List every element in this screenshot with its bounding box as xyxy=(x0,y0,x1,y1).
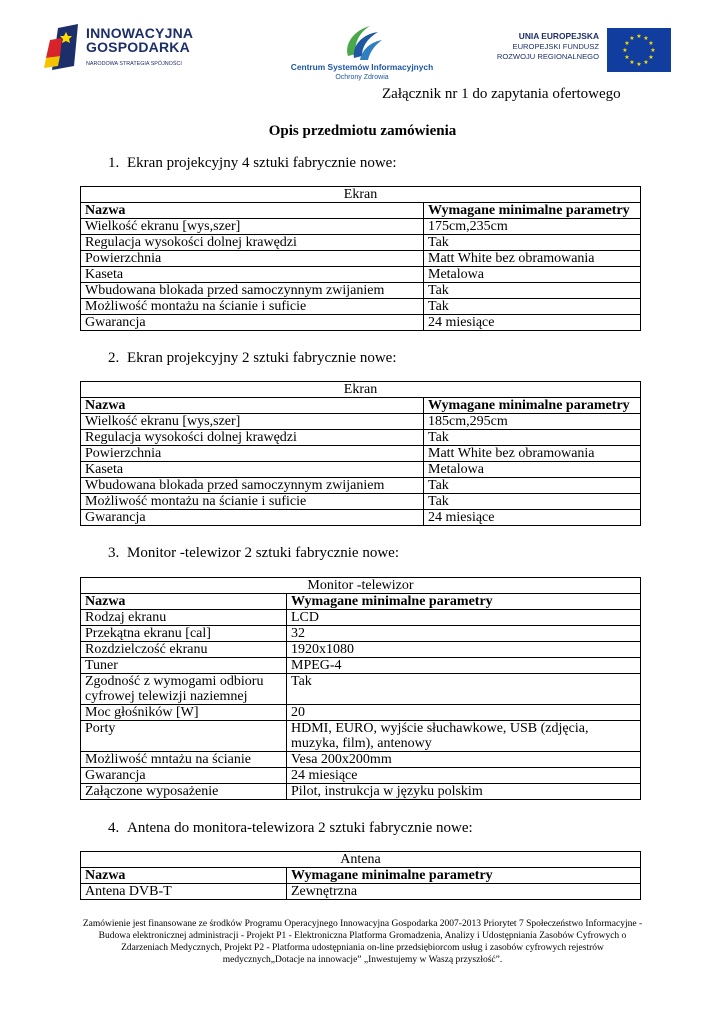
table-row xyxy=(81,752,641,768)
svg-text:★: ★ xyxy=(648,54,654,61)
ig-emblem-icon xyxy=(44,22,84,72)
cell-name: Wielkość ekranu [wys,szer] xyxy=(81,219,424,235)
funding-footer: Zamówienie jest finansowane ze środków Programu Operacyjnego Innowacyjna Gospodarka 2007-2013 Priorytet 7 Społeczeństwo Informacyjne - Budowa elektronicznej administracji - Projekt P1 - Elektroniczna Platforma Gromadzenia, Analizy i Udostępniania Zasobów Cyfrowych o Zdarzeniach Medycznych, Projekt P2 - Platforma udostępniania on-line przedsiębiorcom usług i zasobów cyfrowych rejestrów medycznych„Dotacje na innowacje” „Inwestujemy w Waszą przyszłość”. xyxy=(82,919,643,965)
cell-name: Rodzaj ekranu xyxy=(81,610,287,626)
svg-text:★: ★ xyxy=(629,59,635,66)
svg-text:★: ★ xyxy=(629,35,635,42)
cell-value: Tak xyxy=(424,283,641,299)
section-1-table xyxy=(80,186,641,331)
cell-name: Możliwość montażu na ścianie i suficie xyxy=(81,494,424,510)
cell-name: Kaseta xyxy=(81,267,424,283)
svg-text:★: ★ xyxy=(648,40,654,47)
svg-text:★: ★ xyxy=(636,61,642,68)
cell-value: 24 miesiące xyxy=(424,510,641,526)
eu-flag-icon xyxy=(607,28,671,72)
document-title: Opis przedmiotu zamówienia xyxy=(268,123,457,139)
cell-value: Vesa 200x200mm xyxy=(287,752,641,768)
column-header-params: Wymagane minimalne parametry xyxy=(424,398,641,414)
cell-name: Powierzchnia xyxy=(81,251,424,267)
cell-name: Tuner xyxy=(81,658,287,674)
cell-value: Zewnętrzna xyxy=(287,884,641,900)
cell-value: Tak xyxy=(424,430,641,446)
cell-name: Wbudowana blokada przed samoczynnym zwijaniem xyxy=(81,283,424,299)
svg-text:★: ★ xyxy=(624,40,630,47)
table-row xyxy=(81,768,641,784)
table-caption: Ekran xyxy=(81,187,641,203)
cell-value: 32 xyxy=(287,626,641,642)
section-4-table xyxy=(80,851,641,900)
cell-value: Tak xyxy=(424,494,641,510)
column-header-params: Wymagane minimalne parametry xyxy=(287,594,641,610)
cell-name: Zgodność z wymogami odbioru cyfrowej telewizji naziemnej xyxy=(81,674,287,705)
cell-value: Metalowa xyxy=(424,462,641,478)
cell-value: Pilot, instrukcja w języku polskim xyxy=(287,784,641,800)
table-caption: Ekran xyxy=(81,382,641,398)
cell-name: Antena DVB-T xyxy=(81,884,287,900)
table-row xyxy=(81,283,641,299)
cell-value: LCD xyxy=(287,610,641,626)
table-row xyxy=(81,478,641,494)
cell-value: MPEG-4 xyxy=(287,658,641,674)
table-row xyxy=(81,414,641,430)
cell-name: Kaseta xyxy=(81,462,424,478)
section-3-table xyxy=(80,577,641,800)
section-2-heading: 2. Ekran projekcyjny 2 sztuki fabrycznie nowe: xyxy=(108,350,397,366)
column-header-params: Wymagane minimalne parametry xyxy=(287,868,641,884)
column-header-name: Nazwa xyxy=(81,868,287,884)
cell-name: Regulacja wysokości dolnej krawędzi xyxy=(81,235,424,251)
cell-value: Tak xyxy=(424,235,641,251)
cell-value: Matt White bez obramowania xyxy=(424,446,641,462)
cell-name: Możliwość montażu na ścianie i suficie xyxy=(81,299,424,315)
table-row xyxy=(81,705,641,721)
table-row xyxy=(81,784,641,800)
cell-value: Tak xyxy=(287,674,641,705)
column-header-name: Nazwa xyxy=(81,398,424,414)
cell-name: Gwarancja xyxy=(81,315,424,331)
innowacyjna-gospodarka-logo xyxy=(44,22,214,74)
cell-value: 20 xyxy=(287,705,641,721)
csioz-logo xyxy=(288,22,438,84)
column-header-name: Nazwa xyxy=(81,594,287,610)
cell-name: Przekątna ekranu [cal] xyxy=(81,626,287,642)
table-row xyxy=(81,446,641,462)
section-2-table xyxy=(80,381,641,526)
table-row xyxy=(81,721,641,752)
cell-value: 185cm,295cm xyxy=(424,414,641,430)
cell-name: Porty xyxy=(81,721,287,752)
column-header-name: Nazwa xyxy=(81,203,424,219)
table-row xyxy=(81,674,641,705)
csioz-subtitle: Ochrony Zdrowia xyxy=(335,74,389,81)
cell-name: Załączone wyposażenie xyxy=(81,784,287,800)
annex-label: Załącznik nr 1 do zapytania ofertowego xyxy=(382,86,621,102)
cell-name: Wbudowana blokada przed samoczynnym zwijaniem xyxy=(81,478,424,494)
eu-logo xyxy=(490,28,675,74)
cell-name: Regulacja wysokości dolnej krawędzi xyxy=(81,430,424,446)
cell-value: Metalowa xyxy=(424,267,641,283)
cell-name: Wielkość ekranu [wys,szer] xyxy=(81,414,424,430)
table-row xyxy=(81,658,641,674)
cell-value: Tak xyxy=(424,299,641,315)
cell-name: Rozdzielczość ekranu xyxy=(81,642,287,658)
section-4-heading: 4. Antena do monitora-telewizora 2 sztuki fabrycznie nowe: xyxy=(108,820,473,836)
svg-text:★: ★ xyxy=(624,54,630,61)
cell-name: Powierzchnia xyxy=(81,446,424,462)
svg-text:★: ★ xyxy=(643,59,649,66)
cell-value: 24 miesiące xyxy=(424,315,641,331)
table-row xyxy=(81,219,641,235)
page-header xyxy=(0,0,725,90)
table-row xyxy=(81,642,641,658)
svg-text:★: ★ xyxy=(643,35,649,42)
table-row xyxy=(81,626,641,642)
svg-text:★: ★ xyxy=(622,47,628,54)
section-1-heading: 1. Ekran projekcyjny 4 sztuki fabrycznie nowe: xyxy=(108,155,397,171)
svg-text:★: ★ xyxy=(650,47,656,54)
cell-name: Gwarancja xyxy=(81,768,287,784)
cell-value: Tak xyxy=(424,478,641,494)
cell-name: Gwarancja xyxy=(81,510,424,526)
table-caption: Monitor -telewizor xyxy=(81,578,641,594)
ig-subtitle: NARODOWA STRATEGIA SPÓJNOŚCI xyxy=(86,61,182,67)
csioz-title: Centrum Systemów Informacyjnych xyxy=(290,62,434,72)
column-header-params: Wymagane minimalne parametry xyxy=(424,203,641,219)
table-row xyxy=(81,235,641,251)
table-row xyxy=(81,610,641,626)
cell-value: 24 miesiące xyxy=(287,768,641,784)
table-row xyxy=(81,430,641,446)
cell-value: Matt White bez obramowania xyxy=(424,251,641,267)
table-caption: Antena xyxy=(81,852,641,868)
table-row xyxy=(81,494,641,510)
eu-text: UNIA EUROPEJSKA EUROPEJSKI FUNDUSZ ROZWOJU REGIONALNEGO xyxy=(496,31,599,61)
table-row xyxy=(81,251,641,267)
cell-value: 1920x1080 xyxy=(287,642,641,658)
cell-name: Moc głośników [W] xyxy=(81,705,287,721)
section-3-heading: 3. Monitor -telewizor 2 sztuki fabrycznie nowe: xyxy=(108,545,399,561)
table-row xyxy=(81,299,641,315)
table-row xyxy=(81,884,641,900)
table-row xyxy=(81,510,641,526)
cell-name: Możliwość mntażu na ścianie xyxy=(81,752,287,768)
table-row xyxy=(81,267,641,283)
cell-value: HDMI, EURO, wyjście słuchawkowe, USB (zdjęcia, muzyka, film), antenowy xyxy=(287,721,641,752)
ig-title: INNOWACYJNA GOSPODARKA xyxy=(86,25,194,55)
svg-text:★: ★ xyxy=(636,33,642,40)
table-row xyxy=(81,462,641,478)
table-row xyxy=(81,315,641,331)
cell-value: 175cm,235cm xyxy=(424,219,641,235)
csioz-swirl-icon xyxy=(340,22,384,62)
